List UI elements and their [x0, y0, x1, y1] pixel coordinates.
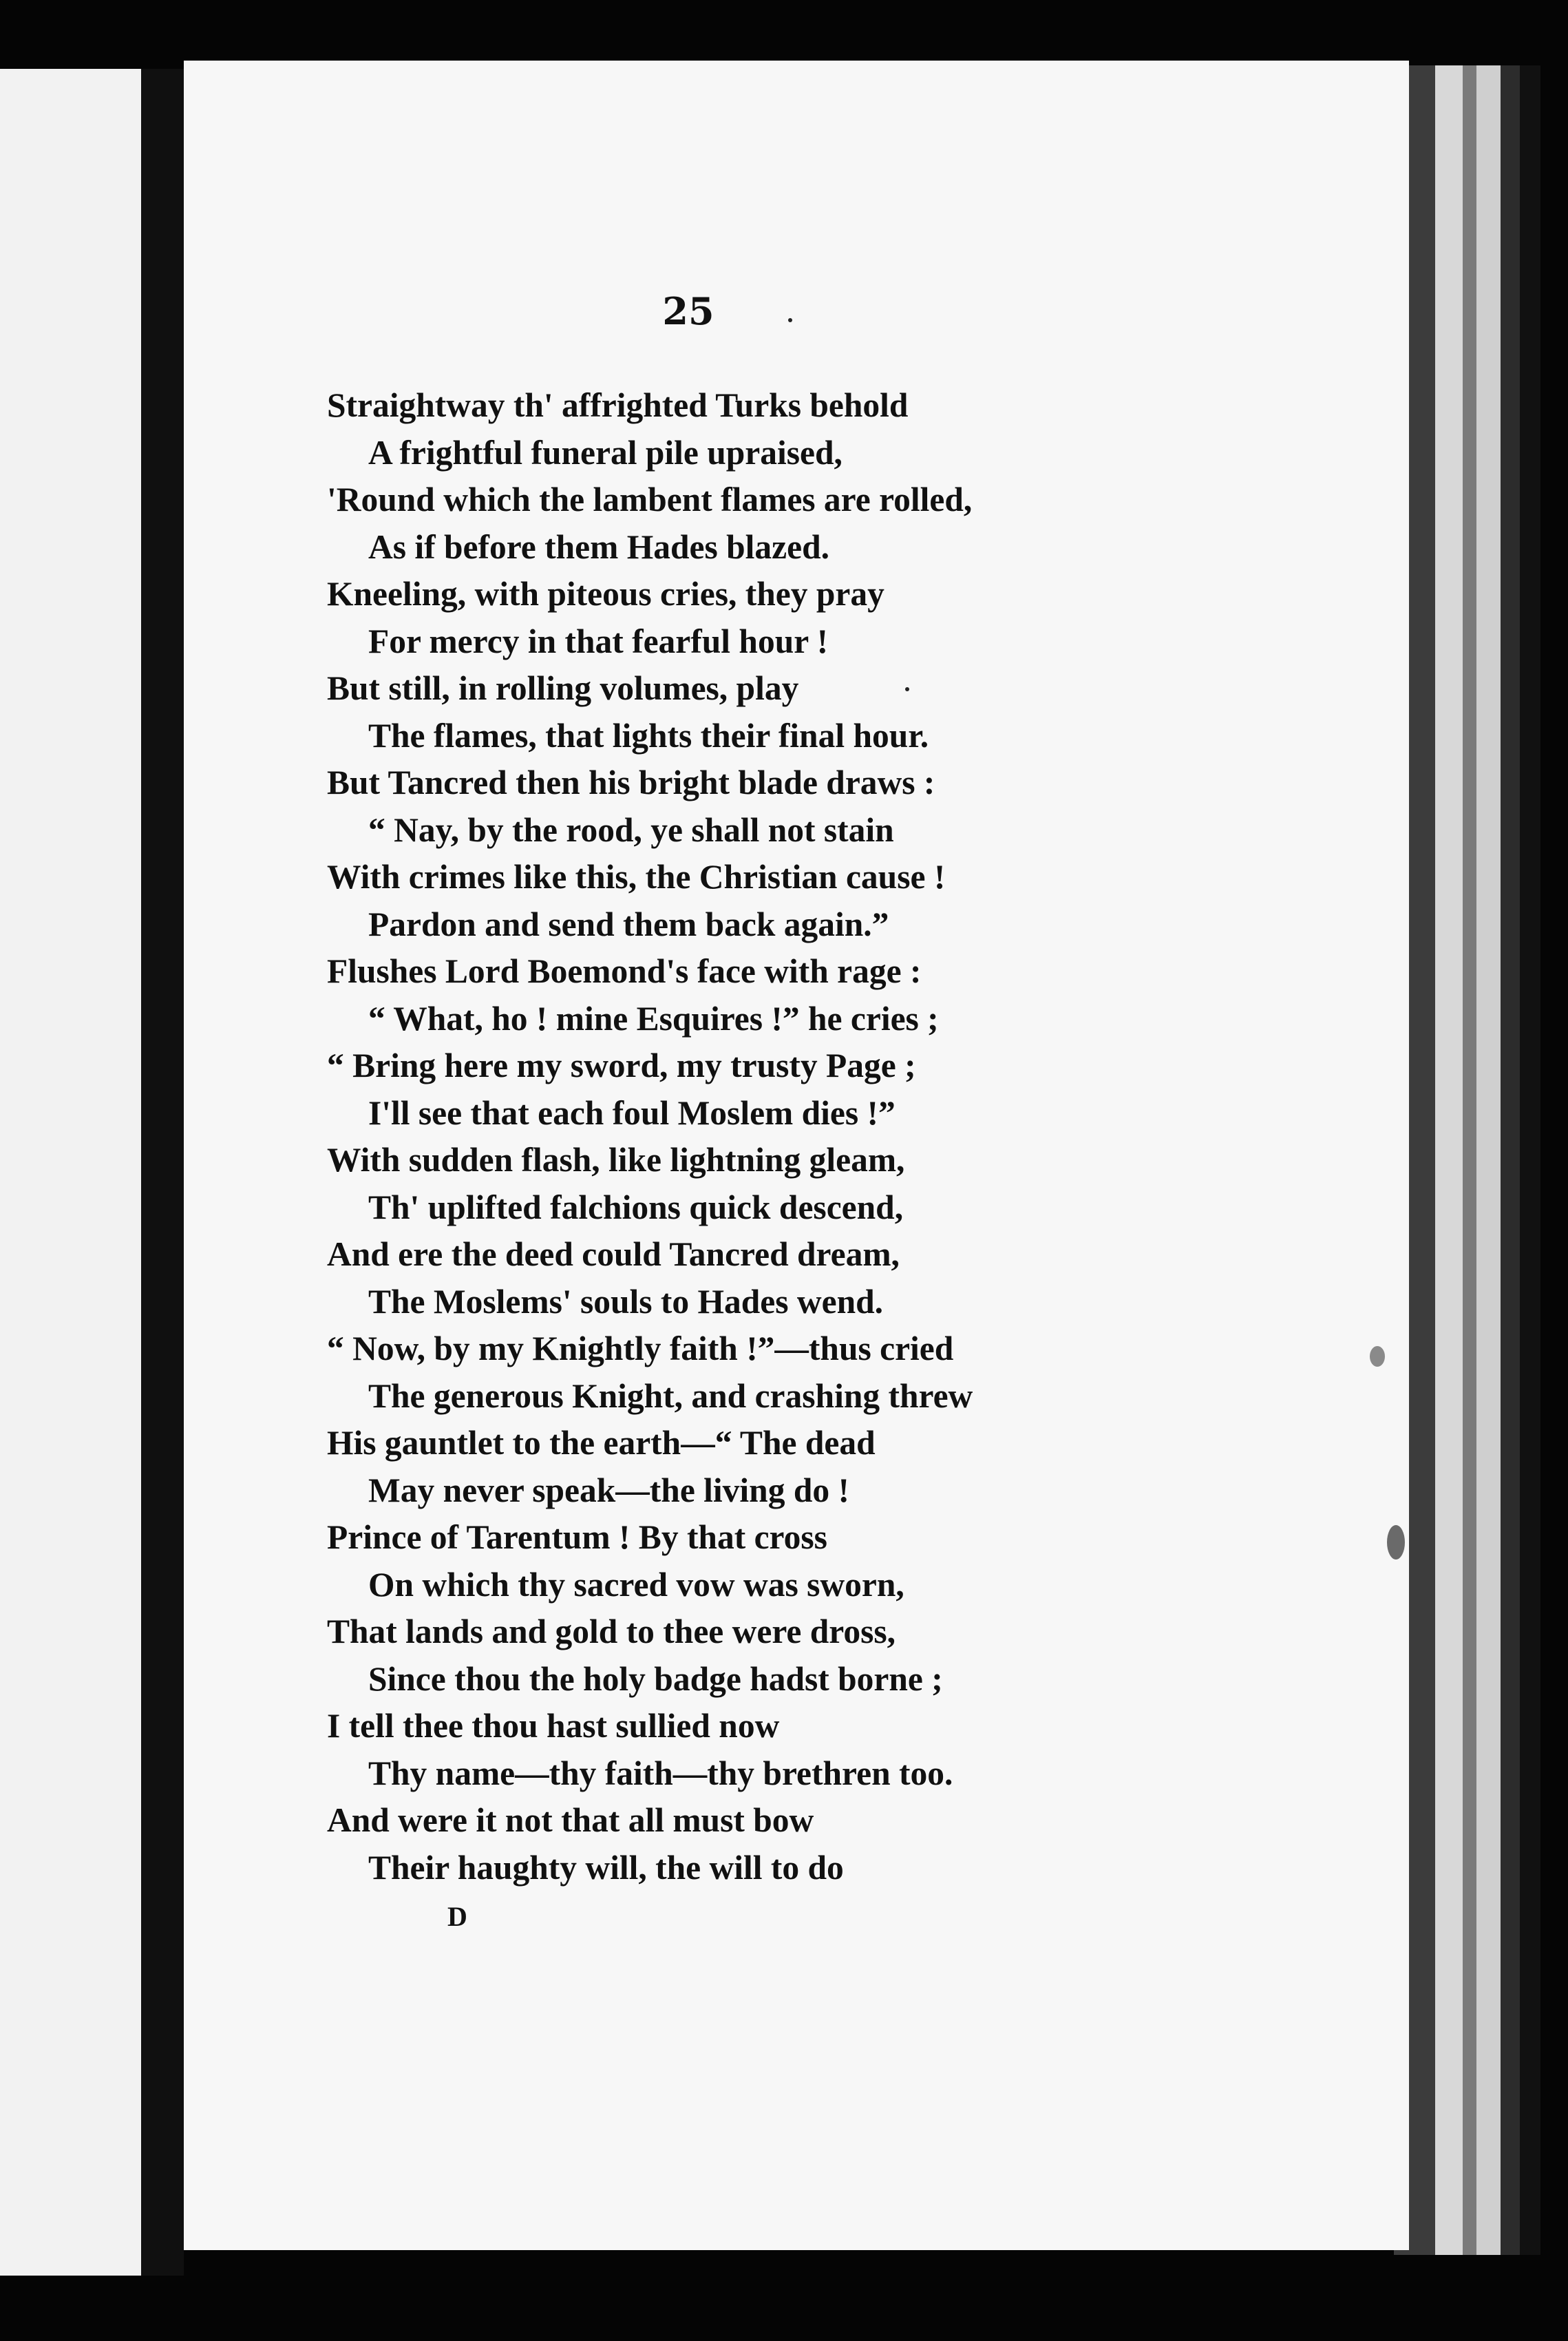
poem-line: With crimes like this, the Christian cause ! — [327, 858, 946, 896]
book-gutter — [141, 69, 184, 2276]
poem-line: But Tancred then his bright blade draws : — [327, 764, 935, 801]
poem-line: “ Now, by my Knightly faith !”—thus cried — [327, 1330, 954, 1367]
page-stack-edge — [1476, 65, 1501, 2255]
poem-line: “ Bring here my sword, my trusty Page ; — [327, 1047, 916, 1084]
poem-line: On which thy sacred vow was sworn, — [368, 1565, 904, 1604]
poem-line: That lands and gold to thee were dross, — [327, 1613, 896, 1650]
scan-blemish — [1370, 1346, 1385, 1367]
poem-line: And were it not that all must bow — [327, 1801, 814, 1839]
poem-text — [327, 382, 1394, 1891]
scan-blemish — [788, 318, 792, 322]
poem-line: The flames, that lights their final hour. — [368, 716, 929, 755]
poem-line: With sudden flash, like lightning gleam, — [327, 1141, 905, 1179]
page-stack-edge — [1435, 65, 1463, 2255]
page-stack-edge — [1463, 65, 1476, 2255]
poem-line: Their haughty will, the will to do — [368, 1848, 844, 1887]
poem-line: Kneeling, with piteous cries, they pray — [327, 575, 884, 613]
poem-line: “ Nay, by the rood, ye shall not stain — [368, 810, 894, 849]
poem-line: A frightful funeral pile upraised, — [368, 433, 843, 472]
scan-blemish — [905, 687, 909, 691]
poem-line: The Moslems' souls to Hades wend. — [368, 1282, 884, 1321]
poem-line: Thy name—thy faith—thy brethren too. — [368, 1754, 953, 1792]
page-stack-edge — [1520, 65, 1540, 2255]
poem-line: Straightway th' affrighted Turks behold — [327, 386, 909, 424]
poem-line: Th' uplifted falchions quick descend, — [368, 1188, 904, 1226]
poem-line: 'Round which the lambent flames are rolled, — [327, 481, 973, 518]
poem-line: The generous Knight, and crashing threw — [368, 1376, 973, 1415]
page-number: 25 — [662, 289, 714, 333]
poem-line: Since thou the holy badge hadst borne ; — [368, 1659, 943, 1698]
page-stack-edge — [1501, 65, 1520, 2255]
poem-line: May never speak—the living do ! — [368, 1471, 849, 1509]
scan-blemish — [1387, 1525, 1405, 1560]
left-page-edge — [0, 69, 141, 2276]
printer-signature-mark: D — [447, 1901, 467, 1932]
poem-line: I'll see that each foul Moslem dies !” — [368, 1093, 896, 1132]
poem-line: And ere the deed could Tancred dream, — [327, 1235, 900, 1273]
poem-line: But still, in rolling volumes, play — [327, 669, 799, 707]
poem-line: For mercy in that fearful hour ! — [368, 622, 829, 660]
poem-line: His gauntlet to the earth—“ The dead — [327, 1424, 876, 1462]
poem-line: I tell thee thou hast sullied now — [327, 1707, 780, 1745]
poem-line: “ What, ho ! mine Esquires !” he cries ; — [368, 999, 939, 1038]
poem-line: Flushes Lord Boemond's face with rage : — [327, 952, 922, 990]
poem-line: As if before them Hades blazed. — [368, 527, 830, 566]
poem-line: Pardon and send them back again.” — [368, 905, 889, 943]
poem-line: Prince of Tarentum ! By that cross — [327, 1518, 827, 1556]
